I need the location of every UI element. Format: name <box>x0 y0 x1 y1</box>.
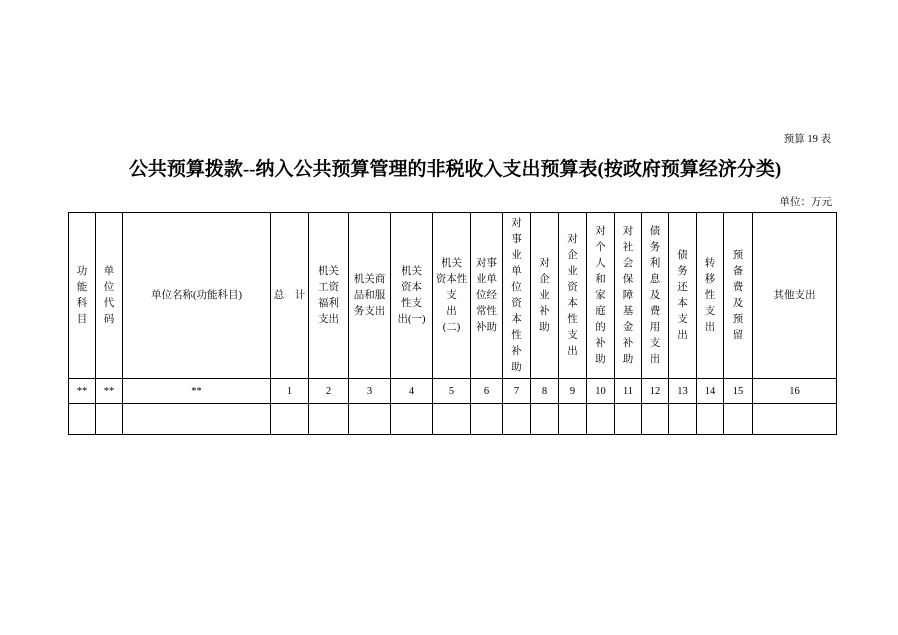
table-cell <box>615 404 642 435</box>
col-header-other-expenditure: 其他支出 <box>753 213 837 379</box>
col-header-debt-interest-expenses: 债 务 利 息 及 费 用 支 出 <box>642 213 669 379</box>
table-cell: 13 <box>669 379 697 404</box>
col-header-total: 总 计 <box>271 213 309 379</box>
table-cell: 11 <box>615 379 642 404</box>
table-cell <box>503 404 531 435</box>
col-header-enterprise-subsidy: 对 企 业 补 助 <box>531 213 559 379</box>
table-cell <box>391 404 433 435</box>
table-cell: ** <box>96 379 123 404</box>
table-cell <box>433 404 471 435</box>
table-header-row <box>69 213 837 379</box>
col-header-goods-services: 机关商 品和服 务支出 <box>349 213 391 379</box>
table-row <box>69 379 837 404</box>
col-header-capital-expenditure-1: 机关 资本 性支 出(一) <box>391 213 433 379</box>
col-header-function-subject: 功 能 科 目 <box>69 213 96 379</box>
col-header-staff-salary-welfare: 机关 工资 福利 支出 <box>309 213 349 379</box>
table-cell: 2 <box>309 379 349 404</box>
col-header-unit-code: 单 位 代 码 <box>96 213 123 379</box>
table-cell: 5 <box>433 379 471 404</box>
table-cell <box>123 404 271 435</box>
table-cell <box>724 404 753 435</box>
table-cell: 6 <box>471 379 503 404</box>
table-cell <box>697 404 724 435</box>
table-cell: 1 <box>271 379 309 404</box>
col-header-transfer-expenditure: 转 移 性 支 出 <box>697 213 724 379</box>
col-header-debt-principal: 债 务 还 本 支 出 <box>669 213 697 379</box>
budget-table <box>68 212 837 435</box>
col-header-institution-capital-subsidy: 对 事 业 单 位 资 本 性 补 助 <box>503 213 531 379</box>
col-header-capital-expenditure-2: 机关 资本性 支 出 (二) <box>433 213 471 379</box>
table-cell <box>531 404 559 435</box>
table-cell: ** <box>69 379 96 404</box>
table-cell: 9 <box>559 379 587 404</box>
table-cell: 8 <box>531 379 559 404</box>
table-cell <box>753 404 837 435</box>
col-header-household-subsidy: 对 个 人 和 家 庭 的 补 助 <box>587 213 615 379</box>
col-header-social-security-fund-subsidy: 对 社 会 保 障 基 金 补 助 <box>615 213 642 379</box>
table-cell: 3 <box>349 379 391 404</box>
col-header-enterprise-capital-expenditure: 对 企 业 资 本 性 支 出 <box>559 213 587 379</box>
col-header-unit-name: 单位名称(功能科目) <box>123 213 271 379</box>
table-row <box>69 404 837 435</box>
table-cell: 4 <box>391 379 433 404</box>
table-cell: 14 <box>697 379 724 404</box>
col-header-institution-recurrent-subsidy: 对事 业单 位经 常性 补助 <box>471 213 503 379</box>
table-cell <box>471 404 503 435</box>
table-cell: 7 <box>503 379 531 404</box>
table-cell <box>587 404 615 435</box>
table-cell: 12 <box>642 379 669 404</box>
table-cell: 10 <box>587 379 615 404</box>
unit-label: 单位：万元 <box>779 197 832 208</box>
table-cell <box>669 404 697 435</box>
table-cell <box>309 404 349 435</box>
table-cell <box>69 404 96 435</box>
table-cell: 16 <box>753 379 837 404</box>
table-cell <box>559 404 587 435</box>
form-number: 预算 19 表 <box>783 134 831 145</box>
col-header-reserve-fund: 预 备 费 及 预 留 <box>724 213 753 379</box>
table-cell <box>642 404 669 435</box>
table-cell: ** <box>123 379 271 404</box>
table-cell <box>349 404 391 435</box>
table-cell: 15 <box>724 379 753 404</box>
table-cell <box>271 404 309 435</box>
table-cell <box>96 404 123 435</box>
page-title: 公共预算拨款--纳入公共预算管理的非税收入支出预算表(按政府预算经济分类) <box>128 159 782 180</box>
